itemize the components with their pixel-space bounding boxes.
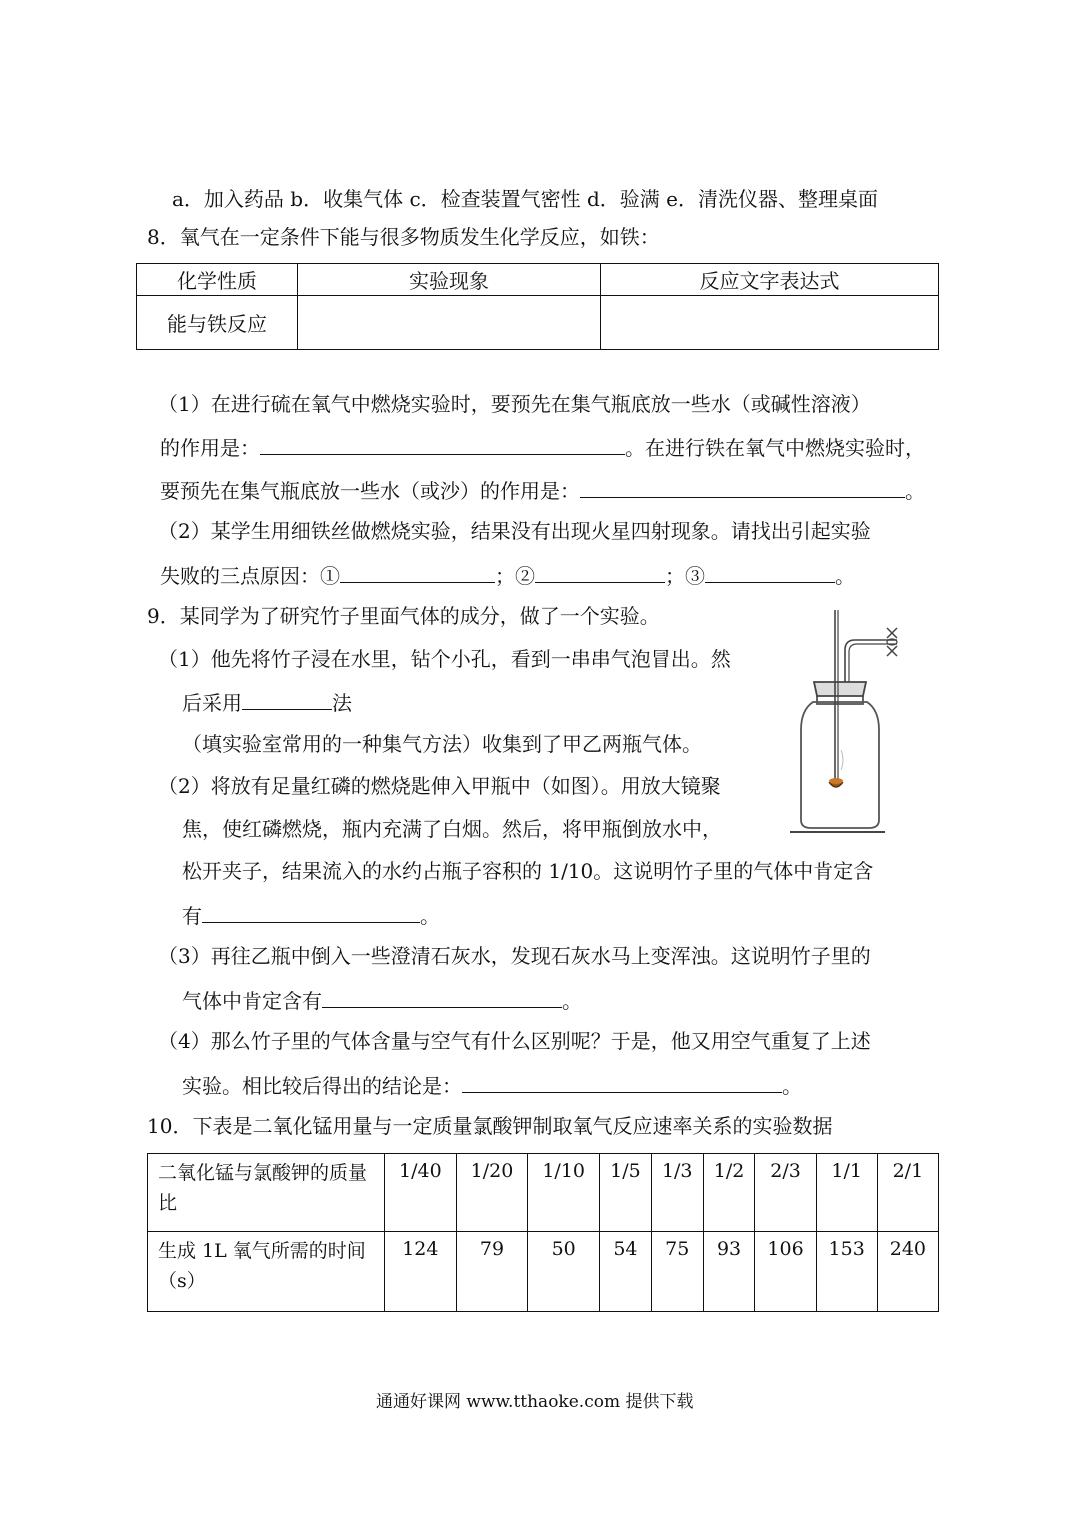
q10-row1-header: 二氧化锰与氯酸钾的质量比 xyxy=(148,1154,385,1232)
q8-p1-line2-tail: 。在进行铁在氧气中燃烧实验时， xyxy=(625,436,925,460)
q10-time-cell: 54 xyxy=(600,1232,652,1312)
q10-ratio-cell: 2/3 xyxy=(755,1154,816,1232)
q10-time-cell: 240 xyxy=(877,1232,938,1312)
q9-p3-line2 xyxy=(182,987,582,1013)
options-line: a．加入药品 b．收集气体 c．检查装置气密性 d．验满 e．清洗仪器、整理桌面 xyxy=(172,187,878,211)
q8-p1-line3-text: 要预先在集气瓶底放一些水（或沙）的作用是： xyxy=(160,479,580,503)
q9-p2-line3: 松开夹子，结果流入的水约占瓶子容积的 1/10。这说明竹子里的气体中肯定含 xyxy=(182,859,874,883)
q9-p4-line2 xyxy=(182,1072,802,1098)
answer-blank-gas-b[interactable] xyxy=(322,987,562,1008)
q8-stem: 8．氧气在一定条件下能与很多物质发生化学反应，如铁： xyxy=(147,225,660,249)
q8-cell-property: 能与铁反应 xyxy=(137,296,298,350)
answer-blank-conclusion[interactable] xyxy=(462,1072,782,1093)
answer-blank-collect-method[interactable] xyxy=(242,689,332,710)
q9-p2-line4-text: 有 xyxy=(182,904,202,928)
q10-time-cell: 153 xyxy=(816,1232,877,1312)
q9-p3-line2-tail: 。 xyxy=(562,989,582,1013)
q9-p4-line1: （4）那么竹子里的气体含量与空气有什么区别呢？于是，他又用空气重复了上述 xyxy=(158,1029,871,1053)
q8-header-property: 化学性质 xyxy=(137,264,298,296)
q9-p4-line2-tail: 。 xyxy=(782,1074,802,1098)
q10-time-cell: 124 xyxy=(385,1232,457,1312)
q8-table xyxy=(136,263,939,350)
answer-blank-sulfur-water[interactable] xyxy=(260,434,625,455)
q9-p1-line2-text: 后采用 xyxy=(182,691,242,715)
q8-p1-line2 xyxy=(160,434,925,460)
q10-ratio-cell: 2/1 xyxy=(877,1154,938,1232)
q8-p2-sep1: ；② xyxy=(495,564,535,588)
answer-blank-gas-a[interactable] xyxy=(202,902,420,923)
q10-time-cell: 75 xyxy=(651,1232,703,1312)
answer-blank-reason-1[interactable] xyxy=(340,562,495,583)
q10-time-cell: 50 xyxy=(528,1232,600,1312)
q9-p2-line2: 焦，使红磷燃烧，瓶内充满了白烟。然后，将甲瓶倒放水中， xyxy=(182,817,722,841)
q10-ratio-cell: 1/20 xyxy=(456,1154,528,1232)
q10-time-cell: 79 xyxy=(456,1232,528,1312)
q8-header-expression: 反应文字表达式 xyxy=(601,264,939,296)
q10-ratio-cell: 1/5 xyxy=(600,1154,652,1232)
q8-cell-phenomenon xyxy=(298,296,601,350)
q9-p2-line4-tail: 。 xyxy=(420,904,440,928)
q8-p1-line1: （1）在进行硫在氧气中燃烧实验时，要预先在集气瓶底放一些水（或碱性溶液） xyxy=(158,392,871,416)
q9-p1-line2-tail: 法 xyxy=(332,691,352,715)
answer-blank-reason-2[interactable] xyxy=(535,562,665,583)
q8-p2-line1: （2）某学生用细铁丝做燃烧实验，结果没有出现火星四射现象。请找出引起实验 xyxy=(158,519,871,543)
q8-p1-line3 xyxy=(160,477,925,503)
q9-p2-line4 xyxy=(182,902,440,928)
q10-ratio-cell: 1/40 xyxy=(385,1154,457,1232)
q8-p1-line2-text: 的作用是： xyxy=(160,436,260,460)
answer-blank-iron-water[interactable] xyxy=(580,477,905,498)
q10-row2-header: 生成 1L 氧气所需的时间（s） xyxy=(148,1232,385,1312)
q10-table xyxy=(147,1153,939,1312)
q10-ratio-cell: 1/2 xyxy=(703,1154,755,1232)
q9-p1-line2 xyxy=(182,689,352,715)
page-footer: 通通好课网 www.tthaoke.com 提供下载 xyxy=(376,1392,694,1412)
answer-blank-reason-3[interactable] xyxy=(705,562,835,583)
q9-p1-line1: （1）他先将竹子浸在水里，钻个小孔，看到一串串气泡冒出。然 xyxy=(158,647,731,671)
q9-stem: 9．某同学为了研究竹子里面气体的成分，做了一个实验。 xyxy=(147,604,660,628)
q8-p2-sep2: ；③ xyxy=(665,564,705,588)
q8-header-phenomenon: 实验现象 xyxy=(298,264,601,296)
q10-time-cell: 93 xyxy=(703,1232,755,1312)
q9-p2-line1: （2）将放有足量红磷的燃烧匙伸入甲瓶中（如图）。用放大镜聚 xyxy=(158,774,721,798)
q8-cell-expression xyxy=(601,296,939,350)
q10-ratio-cell: 1/1 xyxy=(816,1154,877,1232)
q9-p3-line1: （3）再往乙瓶中倒入一些澄清石灰水，发现石灰水马上变浑浊。这说明竹子里的 xyxy=(158,944,871,968)
q9-p4-line2-text: 实验。相比较后得出的结论是： xyxy=(182,1074,462,1098)
q8-p2-line2-text: 失败的三点原因：① xyxy=(160,564,340,588)
q8-p2-end: 。 xyxy=(835,564,855,588)
q8-p1-line3-tail: 。 xyxy=(905,479,925,503)
gas-jar-illustration xyxy=(785,610,910,840)
q10-ratio-cell: 1/3 xyxy=(651,1154,703,1232)
q9-p3-line2-text: 气体中肯定含有 xyxy=(182,989,322,1013)
q8-p2-line2 xyxy=(160,562,855,588)
q10-stem: 10．下表是二氧化锰用量与一定质量氯酸钾制取氧气反应速率关系的实验数据 xyxy=(147,1114,833,1138)
q9-p1-line3: （填实验室常用的一种集气方法）收集到了甲乙两瓶气体。 xyxy=(182,732,702,756)
q10-time-cell: 106 xyxy=(755,1232,816,1312)
q10-ratio-cell: 1/10 xyxy=(528,1154,600,1232)
